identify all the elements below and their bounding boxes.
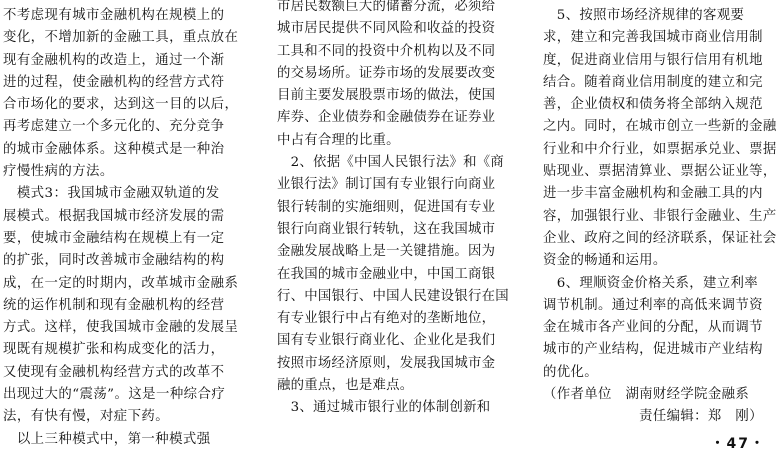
text-line: 中占有合理的比重。 xyxy=(277,132,400,148)
text-line: 的扩张，同时改善城市金融结构的构 xyxy=(3,253,225,269)
text-line: 2、依据《中国人民银行法》和《商 xyxy=(277,155,505,171)
text-line: 成，在一定的时期内，改革城市金融系 xyxy=(3,275,239,291)
text-line: 要，使城市金融结构在规模上有一定 xyxy=(3,230,225,246)
text-line: 业银行法》制订国有专业银行向商业 xyxy=(277,177,496,193)
text-line: 善，企业债权和债务将全部纳入规范 xyxy=(543,97,763,113)
text-line: 进的过程，使金融机构的经营方式符 xyxy=(3,74,225,90)
text-line: 城市的产业结构，促进城市产业结构 xyxy=(543,342,763,358)
text-line: 度，促进商业信用与银行信用有机地 xyxy=(543,52,763,68)
page-number: ・47・ xyxy=(710,436,766,452)
text-line: 现既有规模扩张和构成变化的活力， xyxy=(3,342,225,358)
text-line: 的优化。 xyxy=(543,364,598,380)
text-line: 6、理顺资金价格关系，建立利率 xyxy=(543,275,758,291)
text-line: 城市居民提供不同风险和收益的投资 xyxy=(277,21,496,37)
text-line: 3、通过城市银行业的体制创新和 xyxy=(277,400,491,416)
text-line: 变化，不增加新的金融工具，重点放在 xyxy=(3,30,239,46)
text-line: 银行转制的实施细则，促进国有专业 xyxy=(277,199,496,215)
text-column-1 xyxy=(3,0,248,451)
text-line: 行业和中介行业，如票据承兑业、票据 xyxy=(543,141,777,157)
text-line: 再考虑建立一个多元化的、充分竞争 xyxy=(3,119,225,135)
text-line: 现有金融机构的改造上，通过一个渐 xyxy=(3,52,225,68)
text-line: 又使现有金融机构经营方式的改革不 xyxy=(3,364,225,380)
text-line: 金融发展战略上是一关键措施。因为 xyxy=(277,244,496,260)
text-line: 有专业银行中占有绝对的垄断地位， xyxy=(277,311,496,327)
text-line: 容，加强银行业、非银行金融业、生产 xyxy=(543,208,777,224)
text-line: 疗慢性病的方法。 xyxy=(3,164,114,180)
text-line: （作者单位 湖南财经学院金融系 xyxy=(543,387,750,403)
text-line: 求，建立和完善我国城市商业信用制 xyxy=(543,30,763,46)
text-line: 目前主要发展股票市场的做法，使国 xyxy=(277,88,496,104)
text-line: 统的运作机制和现有金融机构的经营 xyxy=(3,297,225,313)
text-line: 按照市场经济原则，发展我国城市金 xyxy=(277,355,496,371)
text-line: 出现过大的“震荡”。这是一种综合疗 xyxy=(3,387,226,403)
text-line: 不考虑现有城市金融机构在规模上的 xyxy=(3,8,225,23)
text-column-2 xyxy=(277,0,509,420)
text-line: 融的重点，也是难点。 xyxy=(277,378,414,394)
text-line: 之内。同时，在城市创立一些新的金融 xyxy=(543,119,777,135)
text-line: 5、按照市场经济规律的客观要 xyxy=(543,8,745,23)
text-line: 国有专业银行商业化、企业化是我们 xyxy=(277,333,496,349)
text-line: 在我国的城市金融业中，中国工商银 xyxy=(277,266,496,282)
text-column-3 xyxy=(543,0,779,429)
text-line: 以上三种模式中，第一种模式强 xyxy=(3,431,211,447)
text-line: 结合。随着商业信用制度的建立和完 xyxy=(543,74,763,90)
text-line: 调节机制。通过利率的高低来调节资 xyxy=(543,297,763,313)
text-line: 方式。这样，使我国城市金融的发展呈 xyxy=(3,320,239,336)
text-line: 资金的畅通和运用。 xyxy=(543,253,667,269)
text-line: 行、中国银行、中国人民建设银行在国 xyxy=(277,288,509,304)
text-line: 的交易场所。证券市场的发展要改变 xyxy=(277,65,496,81)
text-line: 法，有快有慢，对症下药。 xyxy=(3,409,170,425)
text-line: 市居民数额巨大的储蓄分流，必须给 xyxy=(277,0,496,14)
text-line: 责任编辑：郑 刚） xyxy=(543,409,763,425)
text-line: 展模式。根据我国城市经济发展的需 xyxy=(3,208,225,224)
text-line: 贴现业、票据清算业、票据公证业等， xyxy=(543,164,777,180)
text-line: 银行向商业银行转轨，这在我国城市 xyxy=(277,221,496,237)
text-line: 进一步丰富金融机构和金融工具的内 xyxy=(543,186,763,202)
text-line: 金在城市各产业间的分配，从而调节 xyxy=(543,320,763,336)
text-line: 的城市金融体系。这种模式是一种治 xyxy=(3,141,225,157)
text-line: 模式3：我国城市金融双轨道的发 xyxy=(3,186,220,202)
text-line: 企业、政府之间的经济联系，保证社会 xyxy=(543,230,777,246)
text-line: 合市场化的要求，达到这一目的以后， xyxy=(3,97,239,113)
text-line: 库券、企业债券和金融债券在证券业 xyxy=(277,110,496,126)
text-line: 工具和不同的投资中介机构以及不同 xyxy=(277,43,496,59)
